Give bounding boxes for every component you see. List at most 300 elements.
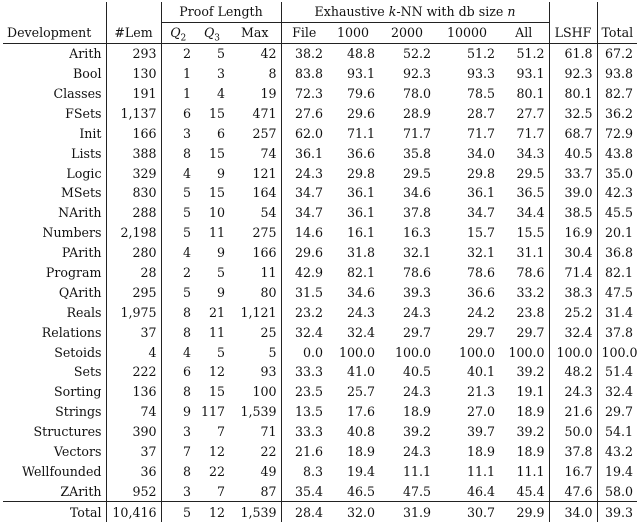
cell-q2: 8 (182, 463, 191, 479)
table-row (3, 203, 637, 223)
cell-q2: 5 (182, 185, 191, 201)
cell-db-2000: 78.6 (402, 265, 431, 281)
cell-max: 19 (229, 84, 281, 104)
cell-total: 19.4 (604, 463, 633, 479)
table-row (3, 481, 637, 501)
cell-db-all: 15.5 (499, 223, 549, 243)
cell-q3: 11 (208, 225, 225, 241)
cell-db-1000: 32.0 (327, 502, 379, 522)
cell-db-2000: 34.6 (402, 185, 431, 201)
cell-db-10000: 24.2 (466, 304, 495, 320)
table-row (3, 143, 637, 163)
cell-q3: 12 (208, 364, 225, 380)
cell-lshf: 21.6 (549, 402, 597, 422)
cell-db-10000: 29.7 (466, 324, 495, 340)
cell-development: Arith (3, 43, 106, 63)
cell-lem: 830 (106, 183, 161, 203)
cell-total: 36.2 (604, 105, 633, 121)
cell-db-2000: 29.7 (402, 324, 431, 340)
results-table (3, 2, 637, 522)
cell-q3: 117 (200, 404, 225, 420)
cell-db-all: 33.2 (499, 282, 549, 302)
table-row (3, 64, 637, 84)
cell-q3: 10 (208, 205, 225, 221)
cell-db-10000: 71.7 (466, 125, 495, 141)
cell-development: Reals (3, 302, 106, 322)
cell-db-10000: 36.1 (466, 185, 495, 201)
cell-q2: 7 (182, 444, 191, 460)
cell-q3: 5 (216, 344, 225, 360)
cell-db-1000: 40.8 (346, 424, 375, 440)
cell-db-1000: 36.1 (346, 185, 375, 201)
cell-lshf: 25.2 (549, 302, 597, 322)
cell-file: 13.5 (294, 404, 323, 420)
cell-db-10000: 34.7 (466, 205, 495, 221)
cell-db-10000: 30.7 (435, 502, 499, 522)
header-blank-1 (3, 2, 106, 22)
table-row (3, 84, 637, 104)
cell-file: 0.0 (302, 344, 323, 360)
header-row-groups (3, 2, 637, 22)
cell-q3: 9 (216, 165, 225, 181)
header-file: File (292, 25, 317, 41)
header-total: Total (601, 25, 634, 41)
cell-db-all: 34.4 (499, 203, 549, 223)
table-body (3, 43, 637, 501)
cell-db-2000: 71.7 (402, 125, 431, 141)
cell-max: 49 (229, 461, 281, 481)
cell-q3: 7 (216, 424, 225, 440)
cell-db-10000: 36.6 (466, 284, 495, 300)
cell-total: 43.8 (604, 145, 633, 161)
table-row (3, 422, 637, 442)
cell-db-all: 34.3 (499, 143, 549, 163)
cell-lshf: 32.4 (549, 322, 597, 342)
cell-file: 33.3 (294, 364, 323, 380)
cell-q2: 6 (182, 364, 191, 380)
cell-db-1000: 46.5 (346, 483, 375, 499)
cell-db-2000: 47.5 (402, 483, 431, 499)
cell-lshf: 100.0 (549, 342, 597, 362)
cell-db-all: 45.4 (499, 481, 549, 501)
cell-db-2000: 37.8 (402, 205, 431, 221)
cell-lem: 1,137 (106, 103, 161, 123)
cell-max: 8 (229, 64, 281, 84)
cell-db-2000: 28.9 (402, 105, 431, 121)
cell-lem: 288 (106, 203, 161, 223)
cell-q2: 9 (182, 404, 191, 420)
cell-development: Bool (3, 64, 106, 84)
cell-db-all: 18.9 (499, 442, 549, 462)
cell-file: 83.8 (294, 66, 323, 82)
cell-lem: 2,198 (106, 223, 161, 243)
cell-db-10000: 40.1 (466, 364, 495, 380)
cell-file: 72.3 (294, 86, 323, 101)
cell-db-1000: 100.0 (338, 344, 375, 360)
cell-max: 93 (229, 362, 281, 382)
cell-db-1000: 17.6 (346, 404, 375, 420)
table-row (3, 362, 637, 382)
cell-max: 164 (229, 183, 281, 203)
cell-db-1000: 32.4 (346, 324, 375, 340)
cell-db-1000: 36.1 (346, 205, 375, 221)
cell-db-all: 100.0 (499, 342, 549, 362)
cell-q3: 4 (216, 86, 225, 101)
cell-file: 27.6 (294, 105, 323, 121)
cell-db-all: 80.1 (499, 84, 549, 104)
cell-q3: 12 (208, 444, 225, 460)
cell-db-1000: 24.3 (346, 304, 375, 320)
cell-q3: 15 (208, 105, 225, 121)
cell-file: 21.6 (294, 444, 323, 460)
header-development: Development (3, 22, 106, 43)
cell-total: 29.7 (604, 404, 633, 420)
cell-total: 36.8 (604, 245, 633, 261)
header-knn-group (281, 2, 549, 22)
cell-lem: 390 (106, 422, 161, 442)
cell-max: 5 (229, 342, 281, 362)
cell-total: 93.8 (604, 66, 633, 82)
cell-q3: 15 (208, 185, 225, 201)
cell-max: 100 (229, 382, 281, 402)
table-row (3, 223, 637, 243)
cell-db-1000: 31.8 (346, 245, 375, 261)
header-10000: 10000 (446, 25, 488, 41)
results-table-container (3, 2, 637, 522)
q2-sub: 2 (180, 33, 187, 44)
cell-lem: 222 (106, 362, 161, 382)
q3-sub: 3 (214, 33, 221, 44)
cell-total: 100.0 (601, 344, 638, 360)
cell-max: 1,539 (229, 502, 281, 522)
cell-q2: 8 (182, 324, 191, 340)
cell-max: 1,121 (229, 302, 281, 322)
table-row (3, 461, 637, 481)
cell-q3: 15 (208, 384, 225, 400)
cell-file: 35.4 (294, 483, 323, 499)
cell-lem: 36 (106, 461, 161, 481)
cell-total: 54.1 (604, 424, 633, 440)
header-2000: 2000 (390, 25, 424, 41)
cell-db-2000: 100.0 (394, 344, 431, 360)
header-row-columns (3, 22, 637, 43)
table-row (3, 103, 637, 123)
cell-q2: 3 (182, 424, 191, 440)
cell-lshf: 39.0 (549, 183, 597, 203)
cell-lem: 191 (106, 84, 161, 104)
cell-max: 25 (229, 322, 281, 342)
cell-development: Strings (3, 402, 106, 422)
cell-lshf: 24.3 (549, 382, 597, 402)
cell-development: PArith (3, 243, 106, 263)
cell-db-2000: 24.3 (402, 384, 431, 400)
cell-file: 36.1 (294, 145, 323, 161)
cell-q2: 4 (182, 344, 191, 360)
cell-development: Logic (3, 163, 106, 183)
cell-db-all: 78.6 (499, 263, 549, 283)
cell-total: 82.1 (604, 265, 633, 281)
cell-total: 37.8 (604, 324, 633, 340)
cell-db-1000: 29.6 (346, 105, 375, 121)
cell-q2: 8 (182, 304, 191, 320)
cell-development: MSets (3, 183, 106, 203)
cell-db-1000: 79.6 (346, 86, 375, 101)
cell-lem: 136 (106, 382, 161, 402)
header-lshf: LSHF (549, 22, 597, 43)
cell-file: 38.2 (281, 43, 327, 63)
cell-q3: 22 (208, 463, 225, 479)
cell-file: 33.3 (294, 424, 323, 440)
cell-lshf: 92.3 (549, 64, 597, 84)
cell-total: 31.4 (604, 304, 633, 320)
cell-lem: 37 (106, 322, 161, 342)
cell-db-10000: 39.7 (466, 424, 495, 440)
cell-q2: 1 (182, 86, 191, 101)
cell-q2: 5 (182, 225, 191, 241)
cell-q2: 2 (161, 43, 195, 63)
cell-db-all: 23.8 (499, 302, 549, 322)
table-row (3, 282, 637, 302)
cell-development: FSets (3, 103, 106, 123)
header-q3 (195, 22, 229, 43)
cell-file: 42.9 (294, 265, 323, 281)
cell-max: 1,539 (229, 402, 281, 422)
cell-file: 24.3 (294, 165, 323, 181)
cell-db-1000: 25.7 (346, 384, 375, 400)
cell-db-10000: 27.0 (466, 404, 495, 420)
cell-db-all: 11.1 (499, 461, 549, 481)
cell-q3: 11 (208, 324, 225, 340)
cell-development: Setoids (3, 342, 106, 362)
cell-db-10000: 32.1 (466, 245, 495, 261)
cell-db-2000: 24.3 (402, 444, 431, 460)
table-row (3, 342, 637, 362)
cell-development: Wellfounded (3, 461, 106, 481)
cell-db-2000: 32.1 (402, 245, 431, 261)
cell-db-all: 29.9 (499, 502, 549, 522)
cell-q2: 3 (182, 483, 191, 499)
table-row (3, 402, 637, 422)
cell-development: QArith (3, 282, 106, 302)
cell-db-10000: 78.6 (466, 265, 495, 281)
cell-total: 82.7 (604, 86, 633, 101)
header-q2 (161, 22, 195, 43)
cell-db-1000: 82.1 (346, 265, 375, 281)
cell-lem: 130 (106, 64, 161, 84)
cell-development: Sorting (3, 382, 106, 402)
knn-mid: -NN with db size (396, 4, 508, 20)
cell-db-1000: 93.1 (346, 66, 375, 82)
cell-development: Lists (3, 143, 106, 163)
cell-db-10000: 46.4 (466, 483, 495, 499)
cell-development: Classes (3, 84, 106, 104)
cell-db-10000: 34.0 (466, 145, 495, 161)
cell-db-all: 39.2 (499, 422, 549, 442)
cell-lshf: 33.7 (549, 163, 597, 183)
cell-lem: 28 (106, 263, 161, 283)
cell-db-10000: 78.5 (466, 86, 495, 101)
cell-total: 67.2 (597, 43, 637, 63)
cell-q2: 3 (182, 125, 191, 141)
cell-file: 29.6 (294, 245, 323, 261)
cell-total: 39.3 (597, 502, 637, 522)
cell-db-1000: 16.1 (346, 225, 375, 241)
cell-max: 80 (229, 282, 281, 302)
cell-lem: 10,416 (106, 502, 161, 522)
cell-db-1000: 48.8 (327, 43, 379, 63)
cell-file: 23.2 (294, 304, 323, 320)
cell-max: 471 (229, 103, 281, 123)
cell-db-2000: 31.9 (379, 502, 435, 522)
cell-development: Program (3, 263, 106, 283)
cell-db-2000: 11.1 (402, 463, 431, 479)
cell-db-10000: 93.3 (466, 66, 495, 82)
cell-lem: 4 (106, 342, 161, 362)
cell-file: 34.7 (294, 205, 323, 221)
total-row (3, 502, 637, 522)
cell-db-2000: 29.5 (402, 165, 431, 181)
cell-lshf: 80.1 (549, 84, 597, 104)
cell-development: Sets (3, 362, 106, 382)
cell-lshf: 48.2 (549, 362, 597, 382)
cell-db-10000: 11.1 (466, 463, 495, 479)
cell-q2: 8 (182, 145, 191, 161)
table-row (3, 322, 637, 342)
header-blank-2 (106, 2, 161, 22)
cell-development: NArith (3, 203, 106, 223)
cell-db-10000: 100.0 (458, 344, 495, 360)
cell-lshf: 37.8 (549, 442, 597, 462)
cell-total: 35.0 (604, 165, 633, 181)
cell-db-10000: 21.3 (466, 384, 495, 400)
cell-lem: 166 (106, 123, 161, 143)
cell-max: 257 (229, 123, 281, 143)
cell-lem: 293 (106, 43, 161, 63)
cell-q2: 8 (182, 384, 191, 400)
cell-development: Init (3, 123, 106, 143)
cell-q2: 6 (182, 105, 191, 121)
cell-db-all: 31.1 (499, 243, 549, 263)
cell-lshf: 30.4 (549, 243, 597, 263)
table-row (3, 123, 637, 143)
cell-lem: 74 (106, 402, 161, 422)
cell-lem: 329 (106, 163, 161, 183)
table-row (3, 43, 637, 63)
cell-file: 28.4 (281, 502, 327, 522)
cell-total: 47.5 (604, 284, 633, 300)
cell-db-2000: 24.3 (402, 304, 431, 320)
cell-lem: 388 (106, 143, 161, 163)
cell-db-10000: 51.2 (435, 43, 499, 63)
cell-file: 31.5 (294, 284, 323, 300)
cell-file: 23.5 (294, 384, 323, 400)
cell-lshf: 47.6 (549, 481, 597, 501)
cell-lem: 1,975 (106, 302, 161, 322)
cell-q3: 7 (216, 483, 225, 499)
cell-max: 121 (229, 163, 281, 183)
cell-lem: 295 (106, 282, 161, 302)
cell-file: 32.4 (294, 324, 323, 340)
knn-k: k (388, 4, 397, 20)
table-row (3, 442, 637, 462)
cell-max: 54 (229, 203, 281, 223)
q2-main: Q (170, 25, 181, 41)
knn-n: n (507, 4, 516, 20)
table-row (3, 302, 637, 322)
cell-q2: 5 (182, 205, 191, 221)
cell-total: 45.5 (604, 205, 633, 221)
header-blank-3 (549, 2, 597, 22)
cell-max: 166 (229, 243, 281, 263)
cell-lshf: 32.5 (549, 103, 597, 123)
cell-development: Total (3, 502, 106, 522)
cell-total: 72.9 (604, 125, 633, 141)
cell-db-2000: 52.2 (379, 43, 435, 63)
cell-lshf: 68.7 (549, 123, 597, 143)
cell-q2: 2 (182, 265, 191, 281)
cell-q2: 5 (182, 284, 191, 300)
cell-db-1000: 41.0 (346, 364, 375, 380)
cell-lshf: 38.3 (549, 282, 597, 302)
cell-q3: 15 (208, 145, 225, 161)
cell-max: 275 (229, 223, 281, 243)
cell-db-all: 71.7 (499, 123, 549, 143)
cell-q2: 1 (182, 66, 191, 82)
cell-q3: 3 (216, 66, 225, 82)
cell-db-all: 36.5 (499, 183, 549, 203)
header-lem: #Lem (106, 22, 161, 43)
cell-total: 43.2 (604, 444, 633, 460)
table-row (3, 163, 637, 183)
cell-db-10000: 18.9 (466, 444, 495, 460)
cell-db-all: 27.7 (499, 103, 549, 123)
cell-q2: 5 (161, 502, 195, 522)
cell-file: 14.6 (294, 225, 323, 241)
cell-q3: 12 (195, 502, 229, 522)
cell-max: 71 (229, 422, 281, 442)
cell-total: 58.0 (604, 483, 633, 499)
cell-db-2000: 35.8 (402, 145, 431, 161)
q3-main: Q (203, 25, 215, 41)
cell-total: 42.3 (604, 185, 633, 201)
cell-max: 42 (229, 43, 281, 63)
cell-q3: 5 (216, 265, 225, 281)
cell-q3: 9 (216, 245, 225, 261)
cell-development: Structures (3, 422, 106, 442)
cell-lshf: 61.8 (549, 43, 597, 63)
cell-total: 20.1 (604, 225, 633, 241)
cell-db-all: 18.9 (499, 402, 549, 422)
cell-development: Vectors (3, 442, 106, 462)
cell-max: 11 (229, 263, 281, 283)
knn-prefix: Exhaustive (314, 4, 389, 20)
cell-db-1000: 71.1 (346, 125, 375, 141)
cell-lshf: 16.7 (549, 461, 597, 481)
cell-max: 74 (229, 143, 281, 163)
cell-db-1000: 18.9 (346, 444, 375, 460)
cell-lshf: 40.5 (549, 143, 597, 163)
cell-db-10000: 29.8 (466, 165, 495, 181)
cell-db-1000: 19.4 (346, 463, 375, 479)
cell-lshf: 16.9 (549, 223, 597, 243)
table-row (3, 243, 637, 263)
cell-db-all: 19.1 (499, 382, 549, 402)
cell-lshf: 34.0 (549, 502, 597, 522)
cell-file: 34.7 (294, 185, 323, 201)
cell-db-10000: 15.7 (466, 225, 495, 241)
header-proof-length: Proof Length (161, 2, 281, 22)
cell-development: ZArith (3, 481, 106, 501)
